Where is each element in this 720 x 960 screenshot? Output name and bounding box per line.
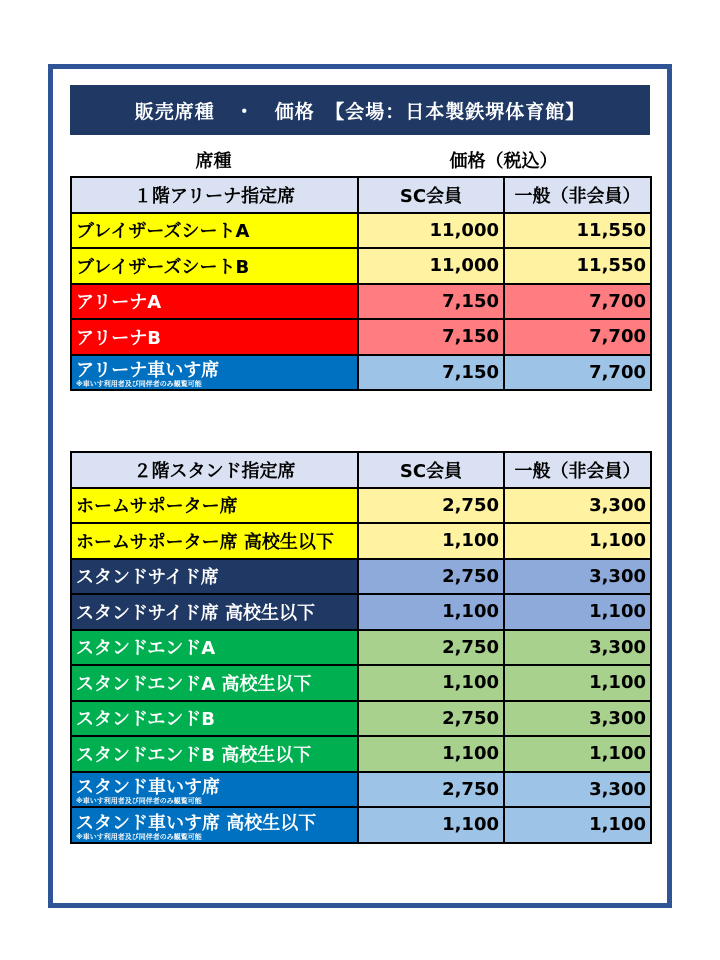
general-price: 3,300 [504,772,651,808]
sc-member-column-header: SC会員 [358,452,504,488]
seat-name-cell [71,736,358,772]
seat-name: スタンドサイド席 高校生以下 [76,602,316,624]
general-price: 3,300 [504,701,651,737]
wheelchair-note: ※車いす利用者及び同伴者のみ観覧可能 [76,380,202,389]
seat-name: スタンドエンドB 高校生以下 [76,744,312,766]
table-row [71,284,651,320]
seat-name: スタンド車いす席 [76,777,220,799]
sc-member-price: 2,750 [358,701,504,737]
table-row [71,665,651,701]
general-price: 1,100 [504,523,651,559]
sc-member-price: 1,100 [358,594,504,630]
table-row [71,248,651,284]
general-price: 3,300 [504,630,651,666]
seat-name: ホームサポーター席 高校生以下 [76,531,334,553]
seat-name-cell [71,523,358,559]
seat-name: ホームサポーター席 [76,496,238,518]
arena-price-table [70,176,652,391]
seat-name-cell [71,355,358,391]
table-row [71,630,651,666]
column-headers [70,144,650,174]
general-price: 1,100 [504,594,651,630]
seat-name-cell [71,248,358,284]
sc-member-price: 7,150 [358,284,504,320]
general-price: 11,550 [504,248,651,284]
table-row [71,319,651,355]
sc-member-price: 1,100 [358,736,504,772]
table-header-row [71,177,651,213]
table-row [71,523,651,559]
general-price: 7,700 [504,319,651,355]
table-row [71,594,651,630]
sc-member-price: 11,000 [358,213,504,249]
wheelchair-note: ※車いす利用者及び同伴者のみ観覧可能 [76,797,202,806]
sc-member-price: 1,100 [358,665,504,701]
general-column-header: 一般（非会員） [504,177,651,213]
table-row [71,772,651,808]
general-price: 7,700 [504,355,651,391]
general-price: 1,100 [504,665,651,701]
table-row [71,355,651,391]
general-column-header: 一般（非会員） [504,452,651,488]
seat-name: アリーナB [76,327,161,349]
sc-member-price: 11,000 [358,248,504,284]
seat-name: スタンドサイド席 [76,567,219,589]
general-price: 3,300 [504,559,651,595]
seat-name: ブレイザーズシートA [76,221,250,243]
seat-name-cell [71,284,358,320]
table-row [71,807,651,843]
seat-name-cell [71,319,358,355]
seat-name-cell [71,559,358,595]
seat-name-cell [71,701,358,737]
seat-name-cell [71,772,358,808]
seat-name-cell [71,807,358,843]
seat-name-cell [71,213,358,249]
general-price: 1,100 [504,807,651,843]
seat-name: アリーナA [76,292,162,314]
general-price: 11,550 [504,213,651,249]
seat-name-cell [71,630,358,666]
general-price: 7,700 [504,284,651,320]
seat-name: スタンドエンドA [76,638,216,660]
seat-name: スタンド車いす席 高校生以下 [76,812,317,834]
table-row [71,488,651,524]
wheelchair-note: ※車いす利用者及び同伴者のみ観覧可能 [76,832,202,841]
sc-member-price: 2,750 [358,488,504,524]
seat-name: スタンドエンドB [76,709,215,731]
seat-name: アリーナ車いす席 [76,360,220,382]
section-heading: １階アリーナ指定席 [71,177,358,213]
general-price: 1,100 [504,736,651,772]
table-row [71,559,651,595]
seat-name: スタンドエンドA 高校生以下 [76,673,312,695]
table-row [71,213,651,249]
sc-member-column-header: SC会員 [358,177,504,213]
sc-member-price: 7,150 [358,355,504,391]
general-price: 3,300 [504,488,651,524]
sc-member-price: 2,750 [358,559,504,595]
seat-name: ブレイザーズシートB [76,256,250,278]
sc-member-price: 2,750 [358,630,504,666]
sc-member-price: 1,100 [358,807,504,843]
table-header-row [71,452,651,488]
seat-name-cell [71,594,358,630]
price-header: 価格（税込） [449,151,558,172]
page-title: 販売席種 ・ 価格 【会場：日本製鉄堺体育館】 [70,85,650,135]
section-heading: ２階スタンド指定席 [71,452,358,488]
sc-member-price: 2,750 [358,772,504,808]
sc-member-price: 1,100 [358,523,504,559]
sc-member-price: 7,150 [358,319,504,355]
table-row [71,736,651,772]
seat-name-cell [71,488,358,524]
seat-type-header: 席種 [195,151,232,172]
table-row [71,701,651,737]
stand-price-table [70,451,652,844]
seat-name-cell [71,665,358,701]
